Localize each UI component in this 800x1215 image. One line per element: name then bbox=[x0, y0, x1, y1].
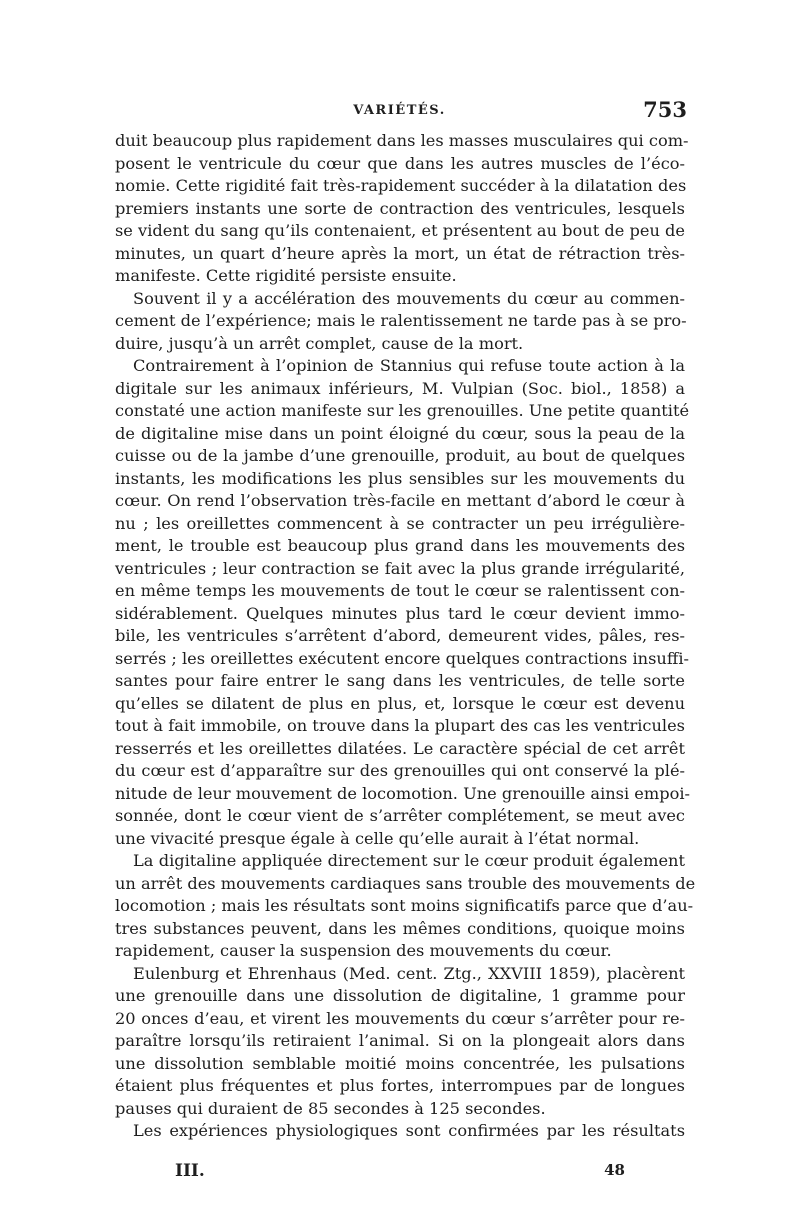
text-line: ment, le trouble est beaucoup plus grand dans les mouvements des bbox=[115, 536, 685, 555]
text-line: Souvent il y a accélération des mouvements du cœur au commen- bbox=[133, 288, 685, 308]
text-line: Eulenburg et Ehrenhaus (Med. cent. Ztg., XXVIII 1859), placèrent bbox=[133, 963, 685, 983]
text-line: serrés ; les oreillettes exécutent encore quelques contractions insuffi- bbox=[115, 648, 689, 668]
text-line: un arrêt des mouvements cardiaques sans trouble des mouvements de bbox=[115, 873, 696, 893]
text-line: duit beaucoup plus rapidement dans les masses musculaires qui com- bbox=[115, 131, 689, 150]
text-line: digitale sur les animaux inférieurs, M. Vulpian (Soc. biol., 1858) a bbox=[115, 378, 685, 398]
text-line: constaté une action manifeste sur les grenouilles. Une petite quantité bbox=[115, 401, 690, 420]
text-line: cuisse ou de la jambe d’une grenouille, produit, au bout de quelques bbox=[115, 446, 685, 465]
text-line: tres substances peuvent, dans les mêmes conditions, quoique moins bbox=[115, 918, 685, 938]
text-line: qu’elles se dilatent de plus en plus, et, lorsque le cœur est devenu bbox=[115, 693, 685, 713]
text-line: nomie. Cette rigidité fait très-rapidement succéder à la dilatation des bbox=[115, 176, 687, 195]
text-line: santes pour faire entrer le sang dans les ventricules, de telle sorte bbox=[115, 671, 685, 690]
text-line: posent le ventricule du cœur que dans les autres muscles de l’éco- bbox=[115, 153, 685, 173]
text-line: Les expériences physiologiques sont confirmées par les résultats bbox=[133, 1121, 685, 1140]
text-line: de digitaline mise dans un point éloigné du cœur, sous la peau de la bbox=[115, 423, 685, 443]
text-line: paraître lorsqu’ils retiraient l’animal. Si on la plongeait alors dans bbox=[115, 1031, 685, 1050]
text-line: du cœur est d’apparaître sur des grenouilles qui ont conservé la plé- bbox=[115, 761, 685, 780]
text-line: bile, les ventricules s’arrêtent d’abord, demeurent vides, pâles, res- bbox=[115, 626, 685, 645]
text-line: ventricules ; leur contraction se fait avec la plus grande irrégularité, bbox=[115, 558, 685, 578]
text-line: tout à fait immobile, on trouve dans la plupart des cas les ventricules bbox=[115, 716, 685, 735]
page-header bbox=[112, 97, 687, 127]
text-line: une vivacité presque égale à celle qu’elle aurait à l’état normal. bbox=[115, 828, 640, 848]
signature-number: 48 bbox=[604, 1161, 625, 1179]
text-line: rapidement, causer la suspension des mouvements du cœur. bbox=[115, 941, 612, 960]
text-line: La digitaline appliquée directement sur le cœur produit également bbox=[133, 851, 685, 870]
text-line: cœur. On rend l’observation très-facile en mettant d’abord le cœur à bbox=[115, 491, 685, 510]
text-line: sonnée, dont le cœur vient de s’arrêter complétement, se meut avec bbox=[115, 806, 685, 825]
text-line: instants, les modifications les plus sensibles sur les mouvements du bbox=[115, 468, 685, 488]
text-line: 20 onces d’eau, et virent les mouvements du cœur s’arrêter pour re- bbox=[115, 1008, 685, 1028]
running-title: VARIÉTÉS. bbox=[353, 103, 446, 118]
text-line: nitude de leur mouvement de locomotion. Une grenouille ainsi empoi- bbox=[115, 783, 690, 803]
text-line: en même temps les mouvements de tout le cœur se ralentissent con- bbox=[115, 581, 685, 600]
text-line: cement de l’expérience; mais le ralentissement ne tarde pas à se pro- bbox=[115, 311, 687, 330]
page-number: 753 bbox=[643, 97, 687, 122]
text-line: pauses qui duraient de 85 secondes à 125 secondes. bbox=[115, 1098, 546, 1118]
text-line: se vident du sang qu’ils contenaient, et présentent au bout de peu de bbox=[115, 221, 685, 240]
text-line: Contrairement à l’opinion de Stannius qui refuse toute action à la bbox=[133, 356, 685, 375]
body-text bbox=[115, 130, 696, 1143]
signature-mark: III. bbox=[175, 1161, 205, 1181]
text-line: duire, jusqu’à un arrêt complet, cause de la mort. bbox=[115, 333, 524, 353]
page-footer bbox=[175, 1161, 625, 1187]
text-line: une grenouille dans une dissolution de digitaline, 1 gramme pour bbox=[115, 986, 685, 1005]
text-line: premiers instants une sorte de contraction des ventricules, lesquels bbox=[115, 198, 685, 218]
text-line: une dissolution semblable moitié moins concentrée, les pulsations bbox=[115, 1053, 685, 1073]
text-line: sidérablement. Quelques minutes plus tard le cœur devient immo- bbox=[115, 603, 685, 623]
text-line: minutes, un quart d’heure après la mort, un état de rétraction très- bbox=[115, 243, 685, 263]
text-line: manifeste. Cette rigidité persiste ensuite. bbox=[115, 266, 457, 285]
text-line: resserrés et les oreillettes dilatées. Le caractère spécial de cet arrêt bbox=[115, 738, 685, 758]
text-line: étaient plus fréquentes et plus fortes, interrompues par de longues bbox=[115, 1076, 685, 1095]
text-line: nu ; les oreillettes commencent à se contracter un peu irrégulière- bbox=[115, 513, 685, 533]
text-line: locomotion ; mais les résultats sont moins significatifs parce que d’au- bbox=[115, 896, 694, 915]
